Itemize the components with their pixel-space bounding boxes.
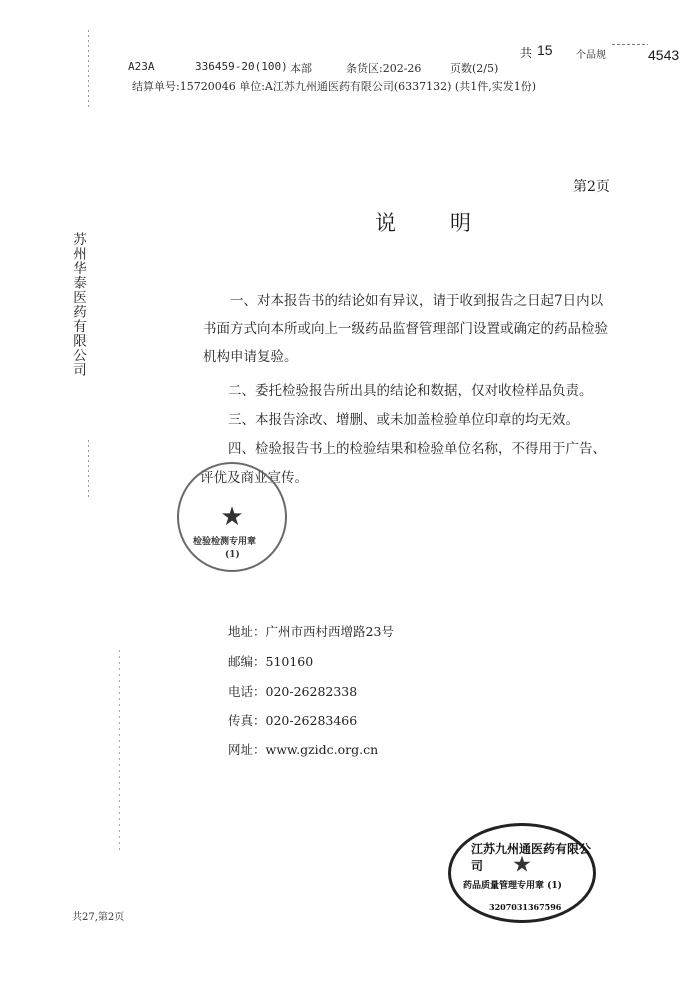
contact-website: 网址：www.gzidc.org.cn [228, 742, 379, 757]
seal-text: 检验检测专用章 [193, 537, 257, 547]
scan-margin-line [88, 30, 89, 110]
page-title: 说 明 [375, 211, 474, 235]
company-seal [448, 823, 596, 923]
notice-item-2: 二、委托检验报告所出具的结论和数据，仅对收检样品负责。 [228, 383, 593, 399]
notice-item-3: 三、本报告涂改、增删、或未加盖检验单位印章的均无效。 [228, 412, 579, 428]
page-number: 第2页 [573, 179, 610, 195]
notice-item-1-end: 机构申请复验。 [203, 349, 298, 365]
notice-item-1: 一、对本报告书的结论如有异议，请于收到报告之日起7日内以 [230, 293, 604, 309]
header-settlement-line: 结算单号:15720046 单位:A江苏九州通医药有限公司(6337132) (共1件,实发1份) [132, 80, 536, 93]
company-seal-purpose: 药品质量管理专用章 (1) [463, 881, 562, 891]
contact-postcode: 邮编：510160 [228, 654, 314, 669]
company-seal-name: 江苏九州通医药有限公司 [471, 842, 592, 873]
page-footer: 共27,第2页 [72, 912, 125, 923]
notice-item-4: 四、检验报告书上的检验结果和检验单位名称，不得用于广告、 [228, 441, 606, 457]
company-seal-star-icon: ★ [512, 852, 532, 878]
scan-margin-line [119, 650, 120, 850]
side-company-name: 苏州华泰医药有限公司 [70, 232, 86, 377]
header-code: A23A [128, 60, 155, 73]
contact-fax: 传真：020-26283466 [228, 713, 358, 728]
seal-star-icon: ★ [220, 502, 244, 532]
seal-sub: (1) [225, 550, 240, 560]
header-total-value: 15 [537, 42, 553, 58]
header-pages: 页数(2/5) [450, 62, 499, 75]
company-seal-code: 3207031367596 [489, 902, 562, 912]
scan-margin-line [88, 440, 89, 500]
notice-item-4-cont: 评优及商业宣传。 [200, 470, 308, 486]
notice-item-1-cont: 书面方式向本所或向上一级药品监督管理部门设置或确定的药品检验 [203, 321, 608, 337]
contact-address: 地址：广州市西村西增路23号 [228, 624, 394, 639]
header-area: 条货区:202-26 [346, 62, 422, 75]
header-dept: 本部 [290, 62, 312, 75]
header-dash [612, 44, 648, 45]
header-spec-label: 个品规 [576, 50, 606, 61]
header-invoice: 336459-20(100) [195, 60, 288, 73]
contact-phone: 电话：020-26282338 [228, 684, 358, 699]
header-total-label: 共 [520, 46, 533, 60]
inspection-seal [177, 462, 287, 572]
header-ref-number: 4543 [648, 47, 680, 63]
